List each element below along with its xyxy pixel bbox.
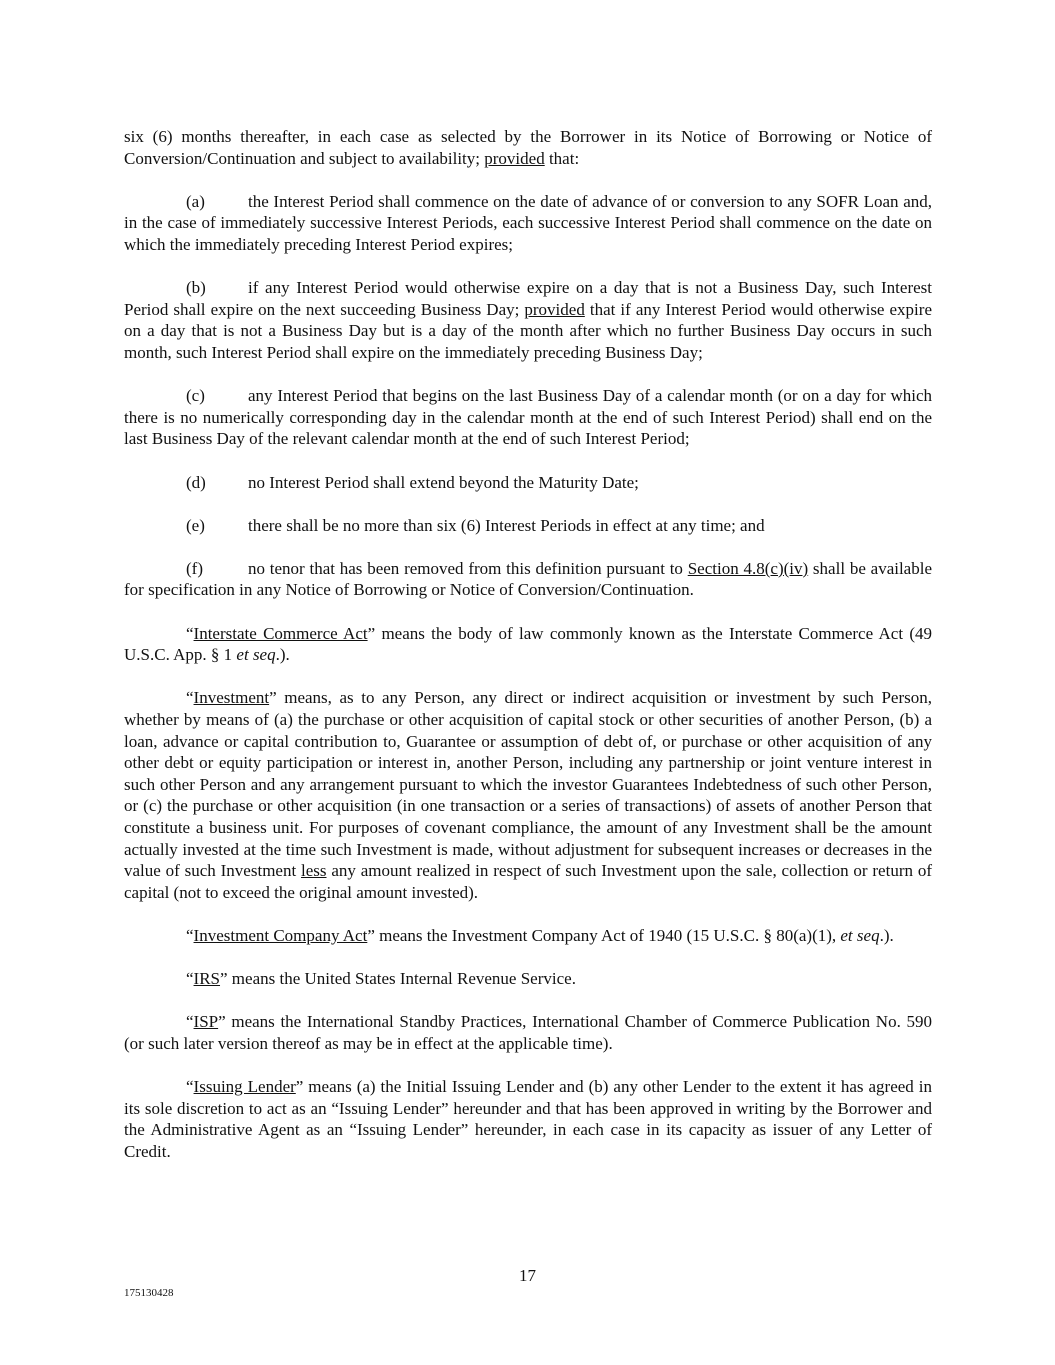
provided-term: provided: [484, 148, 545, 168]
definition-investment: “Investment” means, as to any Person, any direct or indirect acquisition or investment by such Person, whether by means of (a) the purchase or other acquisition of capital stock or other securities of another Person, (b) a loan, advance or capital contribution to, Guarantee or assumption of debt of, or purchase or other acquisition of any other debt or equity participation or interest in, another Person, including any partnership or joint venture interest in such other Person and any arrangement pursuant to which the investor Guarantees Indebtedness of such other Person, or (c) the purchase or other acquisition (in one transaction or a series of transactions) of assets of another Person that constitute a business unit. For purposes of covenant compliance, the amount of any Investment shall be the amount actually invested at the time such Investment is made, without adjustment for subsequent increases or decreases in the value of such Investment less any amount realized in respect of such Investment upon the sale, collection or return of capital (not to exceed the original amount invested).: [124, 688, 932, 902]
definition-issuing-lender: “Issuing Lender” means (a) the Initial Issuing Lender and (b) any other Lender to the extent it has agreed in its sole discretion to act as an “Issuing Lender” hereunder and that has been approved in writing by the Borrower and the Administrative Agent as an “Issuing Lender” hereunder, in each case in its capacity as issuer of any Letter of Credit.: [124, 1077, 932, 1161]
definition-interstate-commerce-act: “Interstate Commerce Act” means the body of law commonly known as the Interstate Commerce Act (49 U.S.C. App. § 1 et seq.).: [124, 623, 933, 665]
clause-marker: (e): [186, 515, 205, 535]
paragraph-interest-period-continuation: six (6) months thereafter, in each case as selected by the Borrower in its Notice of Borrowing or Notice of Conversion/Continuation and subject to availability; provided that:: [124, 127, 932, 168]
clause-marker: (b): [186, 278, 206, 298]
page-number: 17: [519, 1266, 536, 1285]
defined-term: ISP: [193, 1012, 219, 1032]
clause-b: (b) if any Interest Period would otherwise expire on a day that is not a Business Day, such Interest Period shall expire on the next succeeding Business Day; provided that if any Interest Period would otherwise expire on a day that is not a Business Day but is a day of the month after which no further Business Day occurs in such month, such Interest Period shall expire on the immediately preceding Business Day;: [124, 278, 932, 362]
document-id: 175130428: [124, 1287, 174, 1299]
defined-term: Investment: [193, 688, 270, 708]
clause-a: (a) the Interest Period shall commence on the date of advance of or conversion to any SOFR Loan and, in the case of immediately successive Interest Periods, each successive Interest Period shall commence on the date on which the immediately preceding Interest Period expires;: [124, 191, 932, 254]
clause-c: (c) any Interest Period that begins on the last Business Day of a calendar month (or on a day for which there is no numerically corresponding day in the calendar month at the end of such Interest Period) shall end on the last Business Day of the relevant calendar month at the end of such Interest Period;: [124, 386, 932, 449]
clause-f: (f) no tenor that has been removed from this definition pursuant to Section 4.8(c)(iv) shall be available for specification in any Notice of Borrowing or Notice of Conversion/Continuation.: [124, 558, 933, 600]
defined-term: IRS: [193, 969, 221, 989]
clause-marker: (d): [186, 472, 206, 492]
defined-term: Interstate Commerce Act: [193, 623, 368, 643]
clause-d: (d) no Interest Period shall extend beyond the Maturity Date;: [186, 472, 639, 492]
definition-investment-company-act: “Investment Company Act” means the Investment Company Act of 1940 (15 U.S.C. § 80(a)(1), et seq.).: [186, 925, 894, 945]
definition-isp: “ISP” means the International Standby Practices, International Chamber of Commerce Publication No. 590 (or such later version thereof as may be in effect at the applicable time).: [124, 1012, 932, 1053]
defined-term: Issuing Lender: [193, 1077, 296, 1097]
less-term: less: [301, 861, 327, 881]
section-reference: Section 4.8(c)(iv): [687, 558, 809, 578]
clause-e: (e) there shall be no more than six (6) Interest Periods in effect at any time; and: [186, 515, 765, 535]
clause-marker: (f): [186, 558, 203, 578]
document-body: [124, 126, 932, 1184]
definition-irs: “IRS” means the United States Internal Revenue Service.: [186, 969, 576, 989]
clause-marker: (c): [186, 386, 205, 406]
provided-term: provided: [524, 299, 585, 319]
clause-marker: (a): [186, 191, 205, 211]
defined-term: Investment Company Act: [193, 925, 368, 945]
